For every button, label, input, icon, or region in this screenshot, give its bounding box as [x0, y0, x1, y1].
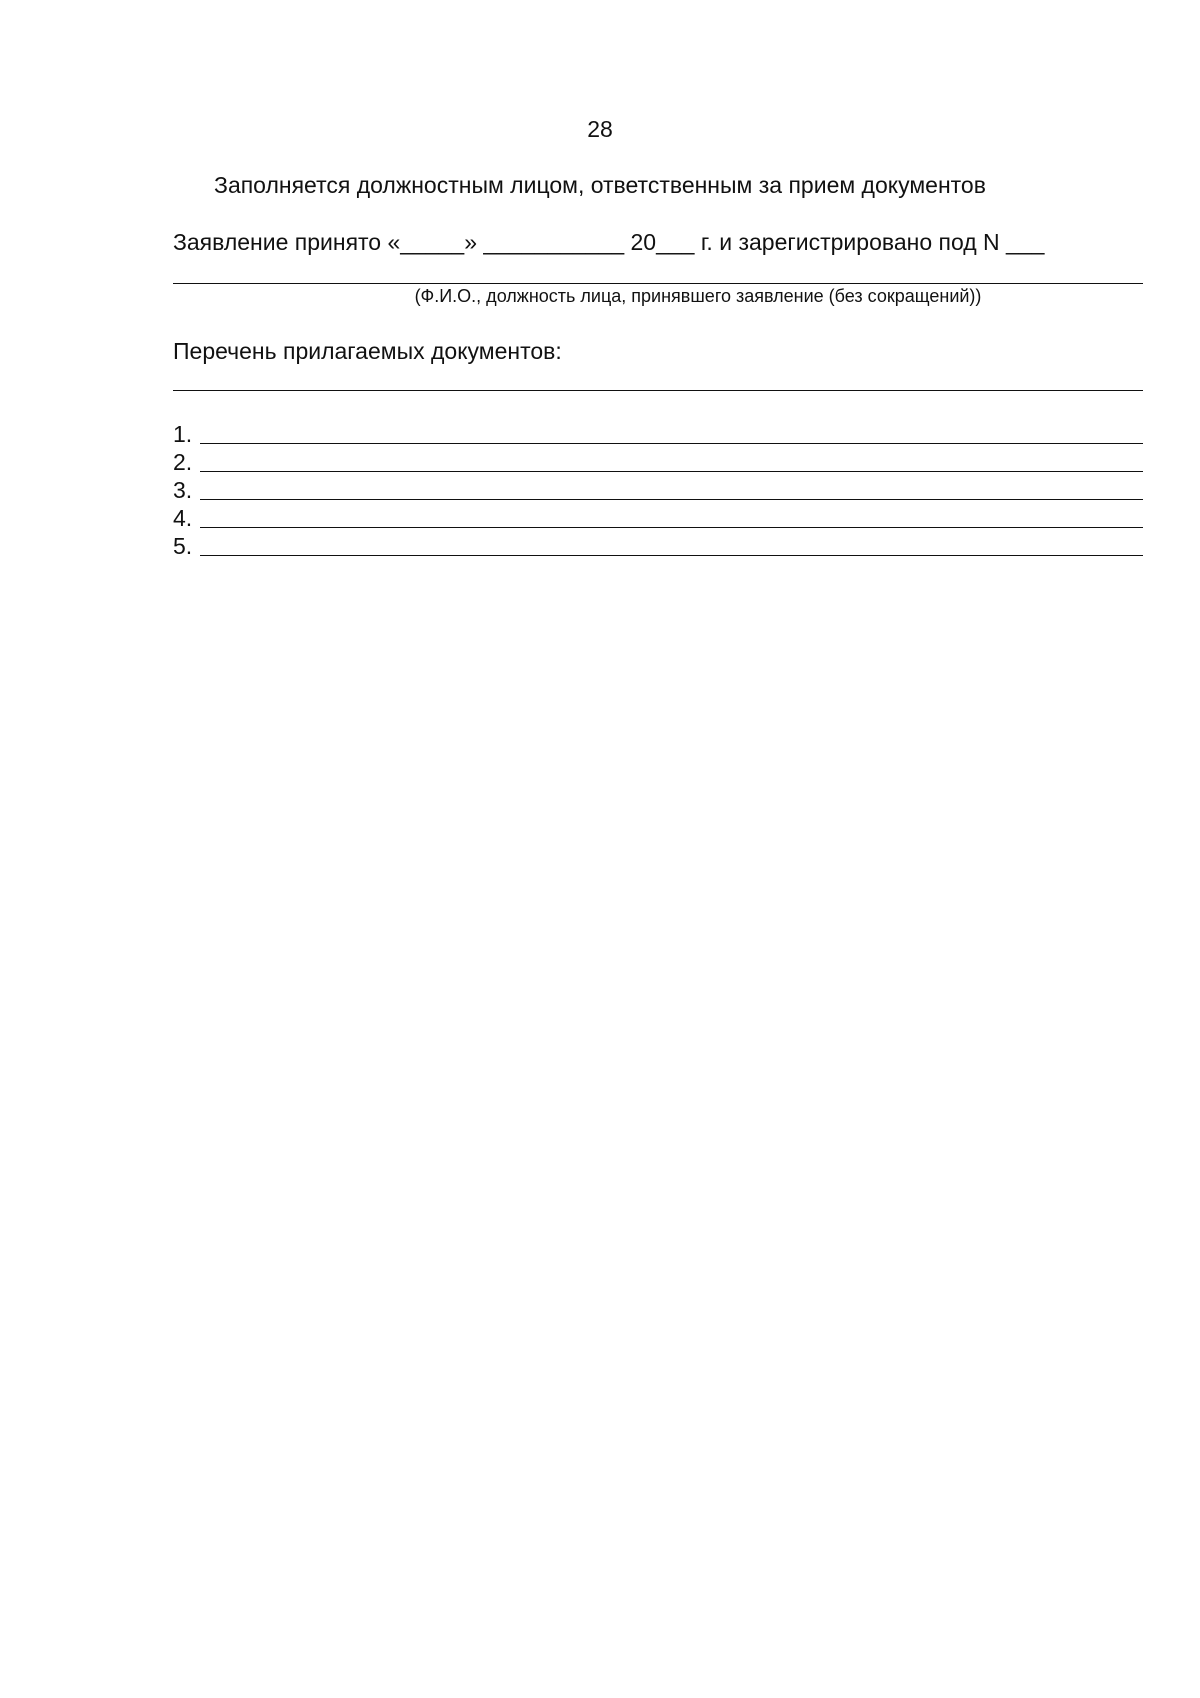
list-item	[173, 420, 1143, 448]
attached-documents-list	[173, 420, 1143, 560]
list-item-number: 4.	[173, 505, 193, 531]
list-item-number: 5.	[173, 533, 193, 559]
signature-fill-line	[173, 283, 1143, 284]
list-item-fill-line	[200, 555, 1143, 556]
list-item	[173, 476, 1143, 504]
list-item-fill-line	[200, 527, 1143, 528]
acceptance-line: Заявление принято «_____» ___________ 20___ г. и зарегистрировано под N ___	[173, 229, 1045, 255]
list-item-number: 2.	[173, 449, 193, 475]
list-item	[173, 504, 1143, 532]
signature-caption: (Ф.И.О., должность лица, принявшего заявление (без сокращений))	[414, 286, 982, 306]
attached-documents-title: Перечень прилагаемых документов:	[173, 338, 562, 364]
list-item-fill-line	[200, 443, 1143, 444]
list-item-fill-line	[200, 499, 1143, 500]
list-item-number: 3.	[173, 477, 193, 503]
list-item-number: 1.	[173, 421, 193, 447]
list-item	[173, 532, 1143, 560]
list-item	[173, 448, 1143, 476]
list-item-fill-line	[200, 471, 1143, 472]
page-number: 28	[587, 116, 613, 142]
form-heading: Заполняется должностным лицом, ответственным за прием документов	[214, 172, 986, 198]
attached-documents-fill-line	[173, 390, 1143, 391]
